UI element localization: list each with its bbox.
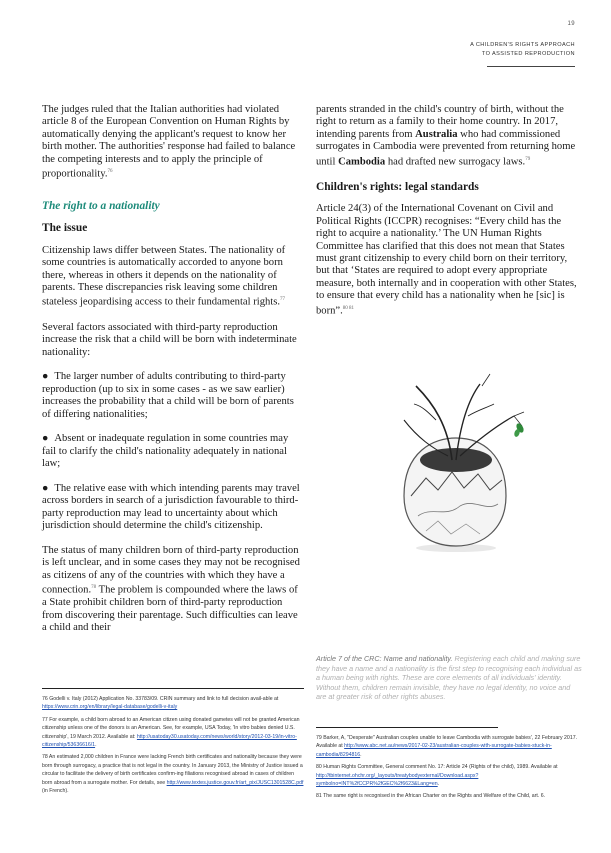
footnote-ref-78[interactable]: 78 xyxy=(91,585,97,591)
footnote-link[interactable]: http://usatoday30.usatoday.com/news/world/story/2012-03-19/in-vitro-citizenship/53636616/1 xyxy=(42,733,297,749)
paragraph-citizenship: Citizenship laws differ between States. The nationality of some countries is automatically accorded to anyone born there, whereas in others it depends on the nationality of parents. These discrepancies risk leaving some children stateless jeopardising access to their fundamental rights.$^{77}$ xyxy=(42,244,286,308)
right-column xyxy=(316,104,582,330)
section-heading-nationality: The right to a nationality xyxy=(42,199,160,212)
footnote-ref-76[interactable]: 76 xyxy=(107,169,113,175)
bullet-icon: ● xyxy=(42,433,49,445)
subheading-issue: The issue xyxy=(42,222,88,235)
footnote-link[interactable]: http://tbinternet.ohchr.org/_layouts/treatybodyexternal/Download.aspx?symbolno=INT%2fCCPR%2fGEC%2f6623&Lang=en xyxy=(316,772,479,788)
paragraph-status: The status of many children born of third-party reproduction is left unclear, and in some cases they may not be recognised as citizens of any of the countries with which they have a connection.$^{78}$ The problem is compounded where the laws of a State prohibit children born of third-party reproduction from discovering their parentage. Such difficulties can leave a child and their xyxy=(42,544,300,633)
country-australia: Australia xyxy=(415,128,458,140)
page-number: 19 xyxy=(567,21,575,27)
running-header xyxy=(470,20,575,59)
header-rule xyxy=(487,66,575,67)
header-title-line2: TO ASSISTED REPRODUCTION xyxy=(481,51,575,57)
footnote-link[interactable]: http://www.textes.justice.gouv.fr/art_pix/JUSC1301528C.pdf xyxy=(166,779,304,786)
bullet-icon: ● xyxy=(42,482,49,494)
country-cambodia: Cambodia xyxy=(338,156,386,168)
footnote-divider-left xyxy=(42,688,304,689)
footnote-78: 78 An estimated 2,000 children in France were lacking French birth certificates and nationality because they were born through surrogacy, a practice that is not legal in the country. In January 2013, the Ministry of Justice issued a circular to facilitate the delivery of birth certificates confirm-ing filiations recognised abroad in cases of children born abroad from a surrogate mother. For details, see http://www.textes.justice.gouv.fr/art_pix/JUSC1301528C.pdf (in French). xyxy=(42,754,304,795)
footnote-80: 80 Human Rights Committee, General comment No. 17: Article 24 (Rights of the child), 1989. Available at http://tbinternet.ohchr.org/_layouts/treatybodyexternal/Download.aspx?symbolno=INT%2fCCPR%2fGEC%2f6623&Lang=en. xyxy=(316,764,558,788)
bullet-item: ● Absent or inadequate regulation in some countries may fail to clarify the child's nationality adequately in national law; xyxy=(42,433,289,470)
bullet-item: ● The relative ease with which intending parents may travel across borders in search of a jurisdiction favourable to third-party reproduction may lead to uncertainty about which jurisdiction should determine the child's citizenship. xyxy=(42,482,300,532)
intro-paragraph: The judges ruled that the Italian authorities had violated article 8 of the European Convention on Human Rights by automatically denying the applicant's request to know her birth mother. The authorities' response had failed to balance the competing interests and to apply the principle of proportionality.$^{76}$ xyxy=(42,104,296,180)
bullet-item: ● The larger number of adults contributing to third-party reproduction (up to six in some cases - as we saw earlier) increases the probability that a child will be born of parents of differing nationalities; xyxy=(42,371,294,420)
paragraph-iccpr: Article 24(3) of the International Covenant on Civil and Political Rights (ICCPR) recognises: “Every child has the right to acquire a nationality.’ The UN Human Rights Committee has clarified that this does not mean that States must grant citizenship to every child born on their territory, but that ‘States are required to adopt every appropriate measure, both internally and in cooperation with other States, to ensure that every child has a nationality when he [sic] is born”.$^{80 81}$ xyxy=(316,203,577,317)
paragraph-factors: Several factors associated with third-party reproduction increase the risk that a child will be born with indeterminate nationality: xyxy=(42,321,297,358)
footnote-76: 76 Godelli v. Italy (2012) Application No. 33783/09. CRIN summary and link to full decision avail-able at https://www.crin.org/en/library/legal-database/godelli-v-italy xyxy=(42,696,279,711)
footnote-ref-77[interactable]: 77 xyxy=(280,297,285,303)
paragraph-stranded: parents stranded in the child's country of birth, without the right to return as a family to their home country. In 2017, intending parents from Australia who had commissioned surrogates in Cambodia were prevented from returning home until Cambodia had drafted new surrogacy laws.$^{79}$ xyxy=(316,104,576,168)
heading-legal-standards: Children's rights: legal standards xyxy=(316,180,479,193)
footnote-77: 77 For example, a child born abroad to an American citizen using donated gametes will not be granted American citizenship unless one of the donors is an American. See, for example, USA Today, 'In vitro babies denied U.S. citizenship', 19 March 2012. Available at: http://usatoday30.usatoday.com/news/world/story/2012-03-19/in-vitro-citizenship/53636616/1. xyxy=(42,716,300,749)
bullet-icon: ● xyxy=(42,371,49,383)
left-column xyxy=(42,104,304,647)
footnote-79: 79 Barker, A, "Desperate" Australian couples unable to leave Cambodia with surrogate babies', 22 February 2017. Available at http://www.abc.net.au/news/2017-02-23/australian-couples-with-surrogate-babies-stuck-in-cambodia/8294816. xyxy=(316,735,578,758)
footnote-link[interactable]: http://www.abc.net.au/news/2017-02-23/australian-couples-with-surrogate-babies-stuck-in-cambodia/8294816 xyxy=(316,743,552,758)
caption-title: Article 7 of the CRC: Name and nationality. xyxy=(316,654,453,663)
footnotes-left xyxy=(42,695,304,799)
caption-body: Registering each child and making sure they have a name and a nationality is the first step to recognising each individual as a human being with rights. These are core elements of all individuals' identity. Without them, children remain invisible, they have no legal identity, no voice and are at greater risk of other rights abuses. xyxy=(316,654,582,702)
footnote-ref-79[interactable]: 79 xyxy=(525,156,531,162)
header-title-line1: A CHILDREN'S RIGHTS APPROACH xyxy=(470,42,575,48)
footnote-divider-right xyxy=(316,727,498,728)
footnote-81: 81 The same right is recognised in the African Charter on the Rights and Welfare of the Child, art. 6. xyxy=(316,793,546,800)
image-caption xyxy=(316,654,582,702)
footnotes-right xyxy=(316,734,582,805)
footnote-link[interactable]: https://www.crin.org/en/library/legal-database/godelli-v-italy xyxy=(42,704,178,711)
cracked-egg-illustration xyxy=(356,356,556,556)
footnote-refs-80-81[interactable]: 80 81 xyxy=(342,305,355,311)
